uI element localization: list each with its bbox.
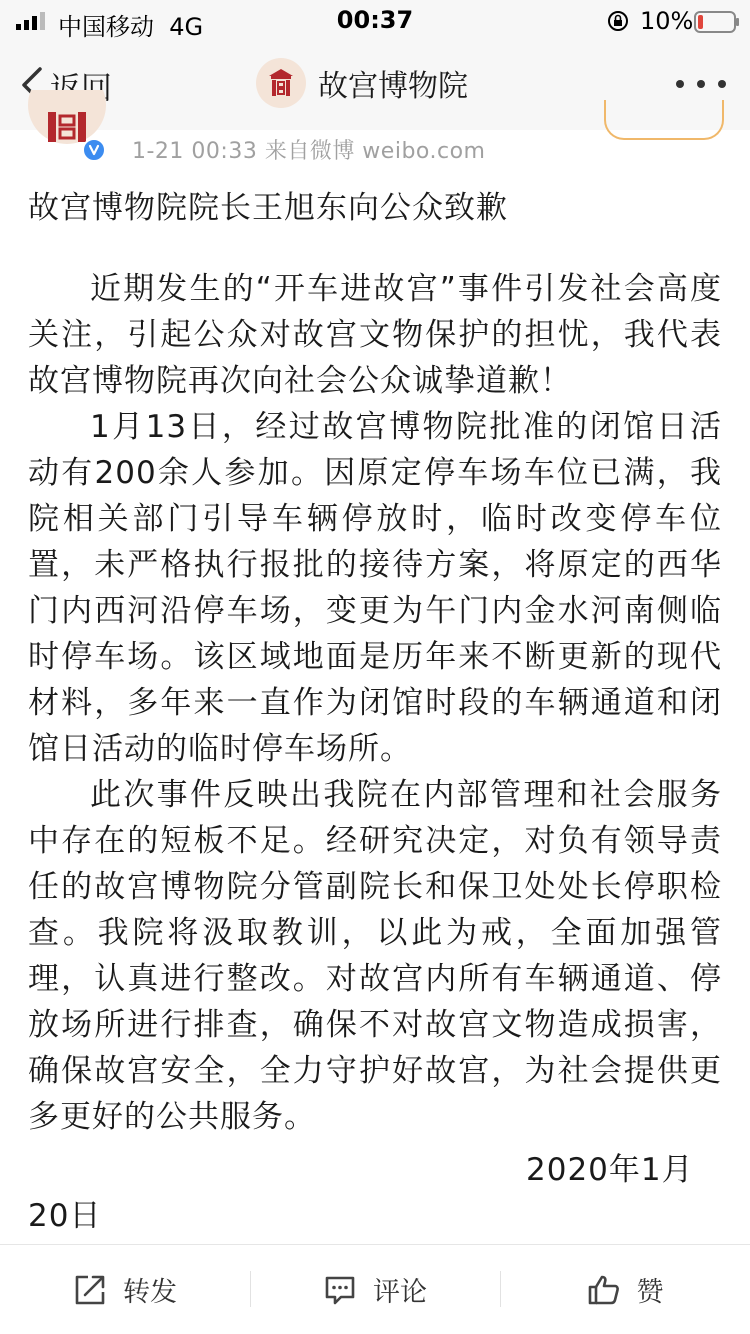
repost-icon: [73, 1273, 107, 1307]
battery-icon: [694, 11, 740, 33]
follow-button[interactable]: [604, 100, 724, 140]
status-time: 00:37: [336, 6, 414, 34]
avatar[interactable]: [256, 58, 306, 108]
nav-title: [256, 58, 468, 108]
verified-badge-icon: [82, 138, 106, 162]
comment-label: 评论: [373, 1277, 427, 1308]
repost-label: 转发: [123, 1277, 177, 1308]
author-row: [0, 130, 750, 170]
back-label: 返回: [50, 70, 112, 107]
post-meta: 1-21 00:33 来自微博 weibo.com: [132, 139, 486, 164]
more-dot-icon: [718, 80, 726, 88]
more-dot-icon: [697, 80, 705, 88]
rotation-lock-icon: [606, 9, 630, 33]
post-paragraph: 此次事件反映出我院在内部管理和社会服务中存在的短板不足。经研究决定，对负有领导责任的故宫博物院分管副院长和保卫处处长停职检查。我院将汲取教训，以此为戒，全面加强管理，认真进行整改。对故宫内所有车辆通道、停放场所进行排查，确保不对故宫文物造成损害，确保故宫安全，全力守护好故宫，为社会提供更多更好的公共服务。: [28, 777, 722, 1135]
more-dot-icon: [676, 80, 684, 88]
carrier-name: 中国移动: [58, 13, 154, 41]
post-paragraph: 1月13日，经过故宫博物院批准的闭馆日活动有200余人参加。因原定停车场车位已满，我院相关部门引导车辆停放时，临时改变停车位置，未严格执行报批的接待方案，将原定的西华门内西河沿停车场，变更为午门内金水河南侧临时停车场。该区域地面是历年来不断更新的现代材料，多年来一直作为闭馆时段的车辆通道和闭馆日活动的临时停车场所。: [28, 409, 722, 767]
post-paragraph: 近期发生的“开车进故宫”事件引发社会高度关注，引起公众对故宫文物保护的担忧，我代表故宫博物院再次向社会公众诚挚道歉！: [28, 271, 722, 399]
comment-button[interactable]: [250, 1245, 500, 1334]
comment-icon: [323, 1273, 357, 1307]
repost-button[interactable]: [0, 1245, 250, 1334]
page-title: 故宫博物院: [318, 69, 468, 104]
battery-percent: 10%: [640, 7, 694, 35]
post-title: 故宫博物院院长王旭东向公众致歉: [28, 190, 508, 226]
more-options-button[interactable]: [676, 72, 726, 96]
action-bar: [0, 1244, 750, 1334]
like-button[interactable]: [500, 1245, 750, 1334]
post-date: 2020年1月: [526, 1152, 694, 1188]
post-body: [28, 266, 722, 1140]
network-type: 4G: [169, 13, 204, 41]
palace-museum-logo-icon: [260, 62, 302, 104]
thumbs-up-icon: [587, 1273, 621, 1307]
like-label: 赞: [636, 1277, 664, 1308]
post-date-day: 20日: [28, 1198, 102, 1234]
status-bar: [0, 0, 750, 42]
